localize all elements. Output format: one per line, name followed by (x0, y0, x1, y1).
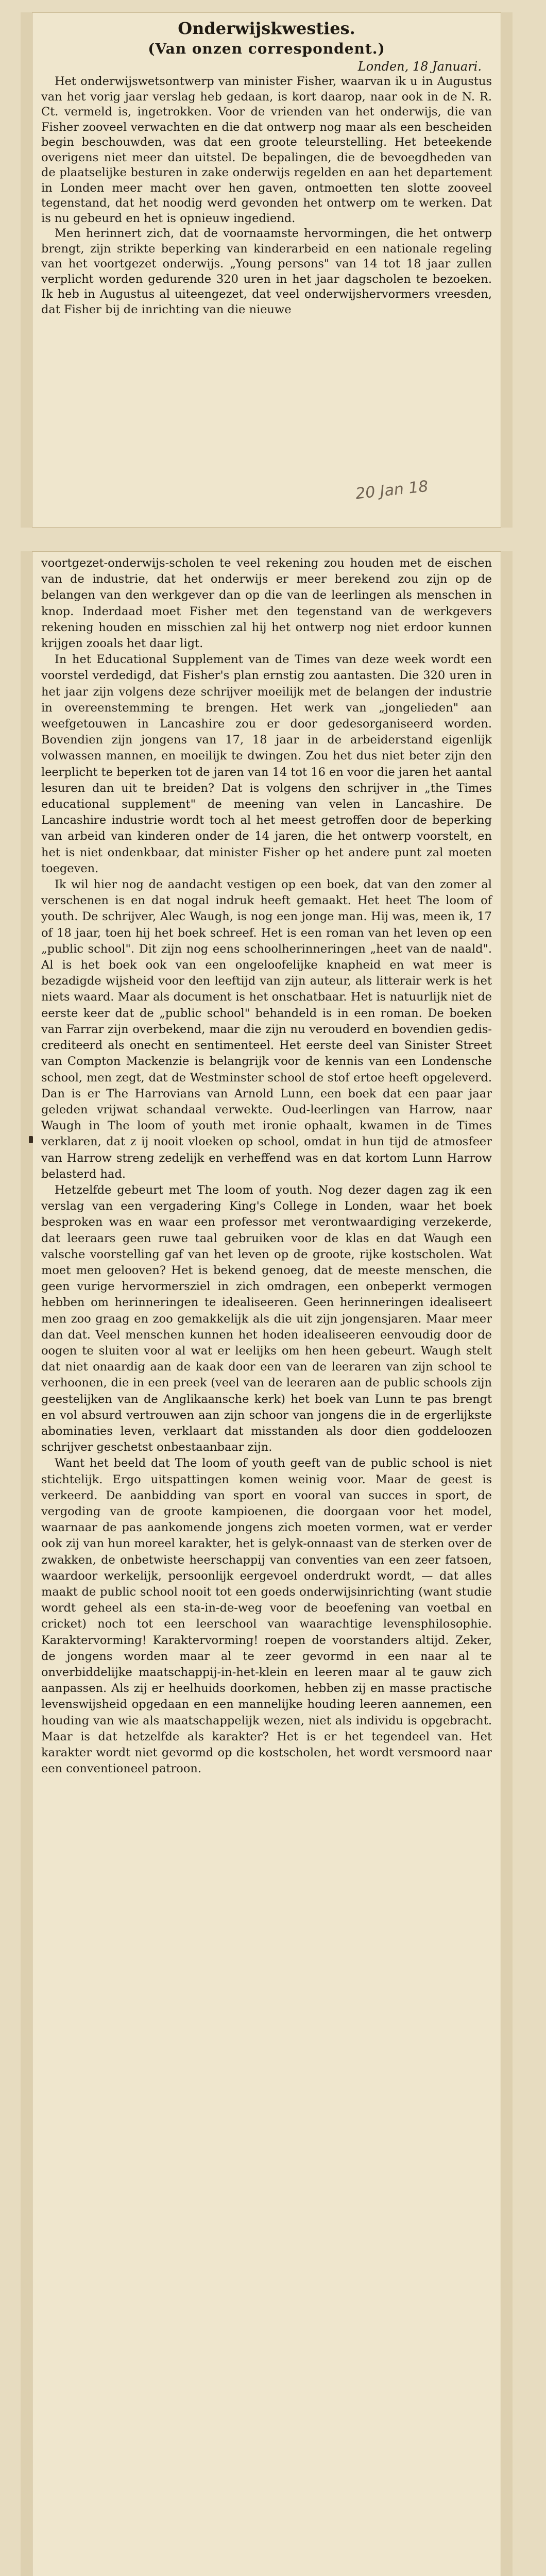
paper-edge-left (21, 12, 32, 528)
article-intro (41, 12, 492, 317)
paragraph: In het Educational Supplement van de Times van deze week wordt een voorstel verdedigd, dat Fisher's plan ernstig zou aantasten. Die 320 uren in het jaar zijn volgens deze schrijver moeilijk met de belangen der industrie in overeenstemming te brengen. Het werk van „jongelieden" aan weefgetouwen in Lancashire zou er door gedesorganiseerd worden. Bovendien zijn jongens van 17, 18 jaar in de arbeiderstand eigenlijk volwassen mannen, en moeilijk te dwingen. Zou het dus niet beter zijn den leerplicht te beperken tot de jaren van 14 tot 16 en voor die jaren het aantal lesuren dan uit te breiden? Dat is volgens den schrijver in „the Times educational supplement" de meening van velen in Lancashire. De Lancashire industrie wordt toch al het meest getroffen door de beperking van arbeid van kinderen onder de 14 jaren, die het ontwerp voorstelt, en het is niet ondenkbaar, dat minister Fisher op het andere punt zal moeten toegeven. (41, 653, 492, 875)
paper-edge-left (21, 551, 32, 2576)
article-continuation (41, 555, 492, 1777)
handwritten-date-note: 20 Jan 18 (354, 477, 430, 503)
paragraph: Het onderwijswetsontwerp van minister Fisher, waarvan ik u in Augustus van het vorig jaar verslag heb gedaan, is kort daarop, naar ook in de N. R. Ct. vermeld is, ingetrokken. Voor de vrienden van het onderwijs, die van Fisher zooveel verwachten en die dat ontwerp nog maar als een bescheiden begin beschouwden, was dat een groote teleurstelling. Het beteekende overigens niet meer dan uitstel. De bepalingen, die de bevoegdheden van de plaatselijke besturen in zake onderwijs regelden en aan het departement in Londen meer macht over hen gaven, ontmoetten ten slotte zooveel tegenstand, dat het noodig werd gevonden het ontwerp om te werken. Dat is nu gebeurd en het is opnieuw ingediend. (41, 75, 492, 225)
clipping-bottom (21, 551, 513, 2576)
clipping-top (21, 12, 513, 528)
paragraph: voortgezet-onderwijs-scholen te veel rekening zou houden met de eischen van de industrie, dat het onderwijs er meer berekend zou zijn op de belangen van den werkgever dan op die van de leerlingen als menschen in knop. Inderdaad moet Fisher met den tegenstand van de werkgevers rekening houden en misschien zal hij het ontwerp nog niet erdoor kunnen krijgen zooals het daar ligt. (41, 556, 492, 651)
paragraph: Men herinnert zich, dat de voornaamste hervormingen, die het ontwerp brengt, zijn strikte beperking van kinderarbeid en een nationale regeling van het voortgezet onderwijs. „Young persons" van 14 tot 18 jaar zullen verplicht worden gedurende 320 uren in het jaar dagscholen te bezoeken. Ik heb in Augustus al uiteengezet, dat veel onderwijshervormers vreesden, dat Fisher bij de inrichting van die nieuwe (41, 227, 492, 316)
paragraph: Hetzelfde gebeurt met The loom of youth. Nog dezer dagen zag ik een verslag van een vergadering King's College in Londen, waar het boek besproken was en waar een professor met verontwaardiging verzekerde, dat leeraars geen ruwe taal gebruiken voor de klas en dat Waugh een valsche voorstelling gaf van het leven op de groote, rijke kostscholen. Wat moet men gelooven? Het is bekend genoeg, dat de meeste menschen, die geen vurige hervormersziel in zich omdragen, een onbeperkt vermogen hebben om herinneringen te idealiseeren. Geen herinneringen idealiseert men zoo graag en zoo gemakkelijk als die uit zijn jongensjaren. Maar meer dan dat. Veel menschen kunnen het hoden idealiseeren eenvoudig door de oogen te sluiten voor al wat er leelijks om hen heen gebeurt. Waugh stelt dat niet onaardig aan de kaak door een van de leeraren van zijn school te verhoonen, die in een preek (veel van de leeraren aan de public schools zijn geestelijken van de Anglikaansche kerk) het boek van Lunn te pas brengt en vol absurd vertrouwen aan zijn schoor van jongens die in de ergerlijkste abominaties leven, verklaart dat misstanden als door dien goddeloozen schrijver geschetst onbestaanbaar zijn. (41, 1183, 492, 1454)
subheadline: (Van onzen correspondent.) (148, 40, 385, 57)
dateline: Londen, 18 Januari. (357, 59, 482, 74)
paragraph: Ik wil hier nog de aandacht vestigen op een boek, dat van den zomer al verschenen is en dat nogal indruk heeft gemaakt. Het heet The loom of youth. De schrijver, Alec Waugh, is nog een jonge man. Hij was, meen ik, 17 of 18 jaar, toen hij het boek schreef. Het is een roman van het leven op een „public school". Dit zijn nog eens schoolherinneringen „heet van de naald". Al is het boek ook van een ongeloofelijke knapheid en wat meer is bezadigde wijsheid voor den leeftijd van zijn auteur, als litterair werk is het niets waard. Maar als document is het onschatbaar. Het is natuurlijk niet de eerste keer dat de „public school" behandeld is in een roman. De boeken van Farrar zijn overbekend, maar die zijn nu verouderd en bovendien gediscrediteerd als onecht en sentimenteel. Het eerste deel van Sinister Street van Compton Mackenzie is belangrijk voor de kennis van een Londensche school, men zegt, dat de Westminster school de stof ertoe heeft opgeleverd. Dan is er The Harrovians van Arnold Lunn, een boek dat een paar jaar geleden vrijwat schandaal verwekte. Oud-leerlingen van Harrow, naar Waugh in The loom of youth met ironie ophaalt, kwamen in de Times verklaren, dat z ij nooit vloeken op school, omdat in hun tijd de atmosfeer van Harrow streng zedelijk en verheffend was en dat kortom Lunn Harrow belasterd had. (41, 878, 492, 1181)
headline: Onderwijskwesties. (178, 19, 355, 38)
paper-edge-right (501, 12, 513, 528)
paragraph: Want het beeld dat The loom of youth geeft van de public school is niet stichtelijk. Ergo uitspattingen komen weinig voor. Maar de geest is verkeerd. De aanbidding van sport en vooral van succes in sport, de vergoding van de groote kampioenen, die doorgaan voor het model, waarnaar de pas aankomende jongens zich moeten vormen, wat er verder ook zij van hun moreel karakter, het is gelyk-onnaast van de sterken over de zwakken, de onbetwiste heerschappij van conventies van een zeer fatsoen, waardoor werkelijk, persoonlijk eergevoel onderdrukt wordt, — dat alles maakt de public school nooit tot een goeds onderwijsinrichting (want studie wordt geheel als een sta-in-de-weg voor de beoefening van voetbal en cricket) noch tot een leerschool van waarachtige levensphilosophie. Karaktervorming! Karaktervorming! roepen de voorstanders altijd. Zeker, de jongens worden maar al te zeer gevormd in een naar al te onverbiddelijke maatschappij-in-het-klein en leeren maar al te gauw zich aanpassen. Als zij er heelhuids doorkomen, hebben zij en masse practische levenswijsheid opgedaan en een mannelijke houding leeren aannemen, een houding van wie als maatschappelijk wezen, niet als individu is opgebracht. Maar is dat hetzelfde als karakter? Het is er het tegendeel van. Het karakter wordt niet gevormd op die kostscholen, het wordt versmoord naar een conventioneel patroon. (41, 1456, 492, 1776)
paper-edge-right (501, 551, 513, 2576)
margin-mark (29, 1136, 33, 1143)
